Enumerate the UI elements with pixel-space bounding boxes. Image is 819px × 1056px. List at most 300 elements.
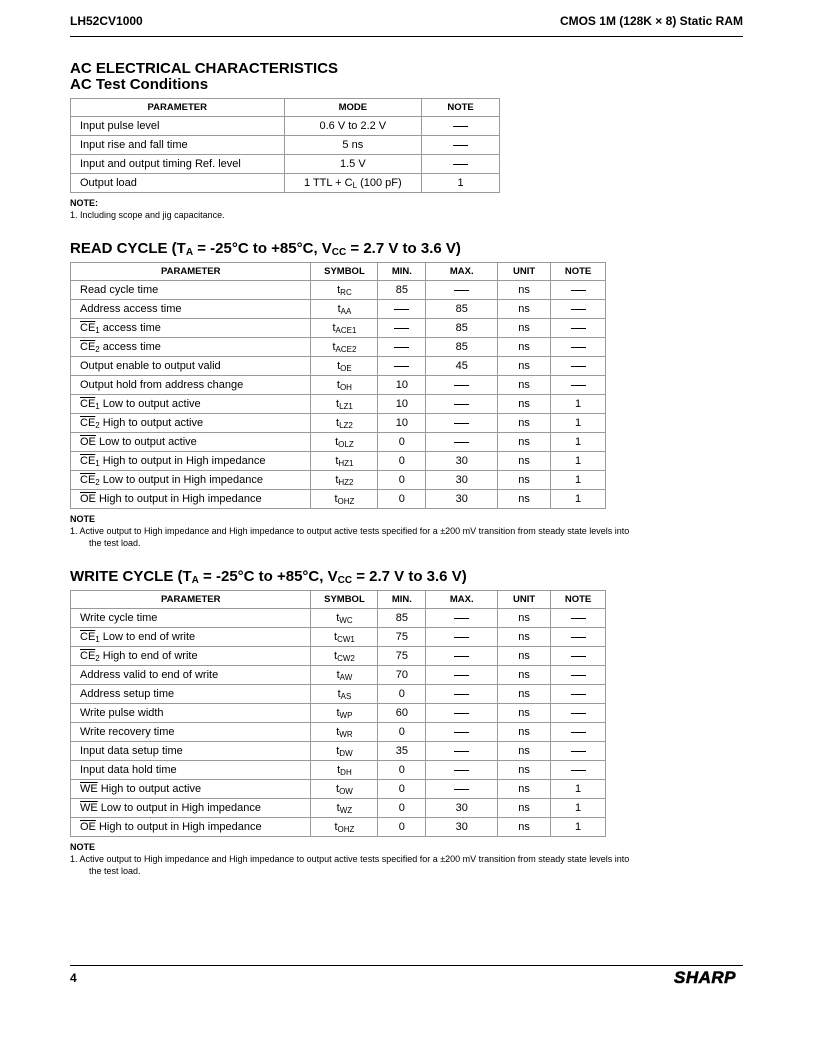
unit-cell-value: ns [518, 455, 530, 467]
unit-cell [498, 319, 551, 338]
dash-mark [454, 637, 469, 638]
min-cell-value: 0 [398, 474, 405, 486]
column-header: PARAMETER [71, 263, 311, 281]
parameter-text: High to output in High impedance [99, 454, 266, 467]
table-row [71, 117, 500, 136]
unit-cell-value: ns [518, 417, 530, 429]
unit-cell-value: ns [518, 669, 530, 681]
max-cell [426, 376, 498, 395]
unit-cell-value: ns [518, 764, 530, 776]
parameter-cell [71, 395, 311, 414]
max-cell-value: 30 [455, 474, 468, 486]
table-row [71, 704, 606, 723]
symbol-cell [311, 471, 378, 490]
symbol-subscript: OHZ [337, 496, 355, 506]
signal-name: $\overline{CE}$ [80, 397, 96, 410]
signal-name: $\overline{WE}$ [80, 802, 98, 814]
unit-cell-value: ns [518, 783, 530, 795]
note-cell [422, 136, 500, 155]
write-cycle-note [70, 841, 630, 877]
parameter-cell [71, 647, 311, 666]
unit-cell [498, 818, 551, 837]
dash-mark [571, 385, 586, 386]
symbol-subscript: RC [340, 287, 352, 297]
symbol-cell [311, 490, 378, 509]
unit-cell [498, 281, 551, 300]
symbol-cell [311, 300, 378, 319]
parameter-text: Address setup time [80, 688, 175, 700]
symbol-cell [311, 647, 378, 666]
parameter-text: Input data setup time [80, 745, 183, 757]
symbol-cell [311, 433, 378, 452]
table-row [71, 799, 606, 818]
min-cell [378, 628, 426, 647]
min-cell-value: 0 [398, 783, 405, 795]
min-cell [378, 281, 426, 300]
symbol-cell [311, 818, 378, 837]
parameter-text: Input and output timing Ref. level [80, 158, 241, 170]
symbol-cell [311, 452, 378, 471]
unit-cell [498, 723, 551, 742]
parameter-cell [71, 319, 311, 338]
header-rule [70, 36, 743, 37]
dash-mark [571, 618, 586, 619]
parameter-text: Read cycle time [80, 284, 159, 296]
svg-text:SHARP: SHARP [673, 968, 737, 987]
column-header: SYMBOL [311, 591, 378, 609]
table-row [71, 174, 500, 193]
symbol-subscript: LZ1 [339, 401, 353, 411]
max-cell [426, 647, 498, 666]
note-cell-value: 1 [574, 802, 582, 814]
min-cell [378, 685, 426, 704]
symbol-t: t [337, 359, 341, 372]
note-cell [551, 300, 606, 319]
symbol-subscript: CW2 [337, 653, 355, 663]
dash-mark [571, 694, 586, 695]
min-cell [378, 799, 426, 818]
parameter-text: Input data hold time [80, 764, 177, 776]
parameter-cell [71, 155, 285, 174]
note-cell [422, 174, 500, 193]
max-cell [426, 452, 498, 471]
symbol-t: t [336, 668, 340, 681]
signal-name: $\overline{CE}$ [80, 340, 96, 353]
parameter-text: Low to output in High impedance [97, 802, 262, 814]
signal-index: 1 [95, 401, 100, 411]
note-cell [551, 799, 606, 818]
parameter-cell [71, 338, 311, 357]
note-cell [551, 376, 606, 395]
symbol-subscript: LZ2 [339, 420, 353, 430]
read-cycle-note [70, 513, 630, 549]
unit-cell [498, 490, 551, 509]
unit-cell [498, 742, 551, 761]
note-cell-value: 1 [574, 474, 582, 486]
symbol-cell [311, 666, 378, 685]
column-header: NOTE [551, 263, 606, 281]
dash-mark [454, 770, 469, 771]
parameter-cell [71, 666, 311, 685]
parameter-cell [71, 452, 311, 471]
parameter-text: access time [99, 340, 161, 353]
footer-rule [70, 965, 743, 966]
symbol-subscript: ACE2 [335, 344, 357, 354]
table-row [71, 357, 606, 376]
column-header: NOTE [422, 99, 500, 117]
note-cell [551, 357, 606, 376]
unit-cell [498, 452, 551, 471]
symbol-subscript: WR [339, 729, 353, 739]
parameter-text: Low to output active [95, 436, 197, 448]
mode-value: 1.5 V [339, 158, 366, 170]
table-row [71, 742, 606, 761]
parameter-text: High to output in High impedance [95, 493, 262, 505]
table-row [71, 609, 606, 628]
parameter-cell [71, 818, 311, 837]
unit-cell [498, 780, 551, 799]
note-text: 1. Including scope and jig capacitance. [70, 210, 225, 220]
table-row [71, 395, 606, 414]
parameter-cell [71, 174, 285, 193]
dash-mark [454, 656, 469, 657]
unit-cell [498, 704, 551, 723]
note-cell-value: 1 [574, 417, 582, 429]
table-row [71, 647, 606, 666]
unit-cell-value: ns [518, 802, 530, 814]
sharp-logo [667, 967, 743, 987]
max-cell-value: 85 [455, 322, 468, 334]
write-cycle-title: WRITE CYCLE ($T_A = -25^\circ C$ to +85°C, $V_{CC} = 2.7$ V to 3.6 V) [70, 568, 467, 586]
unit-cell-value: ns [518, 284, 530, 296]
min-cell-value: 0 [398, 436, 405, 448]
parameter-cell [71, 471, 311, 490]
column-header: NOTE [551, 591, 606, 609]
mode-subscript: L [352, 180, 358, 190]
table-row [71, 433, 606, 452]
table-row [71, 471, 606, 490]
dash-mark [571, 770, 586, 771]
part-number: LH52CV1000 [70, 14, 143, 28]
max-cell [426, 338, 498, 357]
parameter-cell [71, 628, 311, 647]
mode-cell [284, 136, 422, 155]
symbol-cell [311, 799, 378, 818]
min-cell-value: 0 [398, 821, 405, 833]
column-header: UNIT [498, 263, 551, 281]
note-cell [551, 704, 606, 723]
parameter-text: High to end of write [99, 649, 198, 662]
parameter-cell [71, 723, 311, 742]
times-symbol: × [655, 14, 663, 28]
mode-cell [284, 117, 422, 136]
symbol-t: t [334, 820, 338, 833]
symbol-subscript: HZ1 [338, 458, 354, 468]
unit-cell [498, 433, 551, 452]
max-cell [426, 609, 498, 628]
symbol-subscript: DH [340, 767, 352, 777]
table-row [71, 490, 606, 509]
read-cycle-table [70, 262, 606, 509]
parameter-text: Write pulse width [80, 707, 164, 719]
min-cell-value: 85 [395, 284, 408, 296]
unit-cell-value: ns [518, 341, 530, 353]
min-cell [378, 338, 426, 357]
signal-name: $\overline{OE}$ [80, 821, 96, 833]
parameter-text: High to output active [99, 416, 204, 429]
subsection-title: AC Test Conditions [70, 76, 209, 93]
dash-mark [454, 751, 469, 752]
max-cell [426, 490, 498, 509]
min-cell-value: 35 [395, 745, 408, 757]
note-cell [422, 117, 500, 136]
parameter-text: Low to output in High impedance [99, 473, 264, 486]
dash-mark [453, 126, 468, 127]
parameter-cell [71, 357, 311, 376]
symbol-cell [311, 685, 378, 704]
max-cell [426, 723, 498, 742]
table-row [71, 723, 606, 742]
dash-mark [571, 713, 586, 714]
unit-cell [498, 799, 551, 818]
unit-cell [498, 647, 551, 666]
unit-cell-value: ns [518, 726, 530, 738]
parameter-text: Output load [80, 177, 137, 189]
mode-cell [284, 174, 422, 193]
note-cell [551, 319, 606, 338]
note-title: NOTE: [70, 198, 98, 208]
max-cell-value: 30 [455, 821, 468, 833]
unit-cell-value: ns [518, 707, 530, 719]
note-cell [551, 780, 606, 799]
dash-mark [454, 290, 469, 291]
parameter-text: Address access time [80, 303, 182, 315]
dash-mark [454, 713, 469, 714]
min-cell-value: 10 [395, 417, 408, 429]
note-cell [422, 155, 500, 174]
note-cell [551, 723, 606, 742]
unit-cell-value: ns [518, 688, 530, 700]
max-cell [426, 281, 498, 300]
dash-mark [454, 442, 469, 443]
section-title: AC ELECTRICAL CHARACTERISTICS [70, 60, 339, 77]
note-cell [551, 761, 606, 780]
dash-mark [454, 423, 469, 424]
symbol-cell [311, 742, 378, 761]
parameter-text: Address valid to end of write [80, 669, 219, 681]
note-cell-value: 1 [574, 436, 582, 448]
symbol-t: t [336, 801, 340, 814]
max-cell [426, 666, 498, 685]
signal-name: $\overline{CE}$ [80, 454, 96, 467]
test-conditions-table [70, 98, 500, 193]
dash-mark [571, 732, 586, 733]
unit-cell-value: ns [518, 322, 530, 334]
symbol-cell [311, 395, 378, 414]
symbol-t: t [336, 725, 340, 738]
signal-name: $\overline{OE}$ [80, 436, 96, 448]
min-cell [378, 761, 426, 780]
dash-mark [394, 347, 409, 348]
max-cell [426, 799, 498, 818]
table-row [71, 155, 500, 174]
parameter-text: High to output in High impedance [95, 821, 262, 833]
dash-mark [454, 385, 469, 386]
unit-cell-value: ns [518, 474, 530, 486]
note-cell [551, 414, 606, 433]
parameter-cell [71, 761, 311, 780]
parameter-text: access time [99, 321, 161, 334]
table-header-row [71, 591, 606, 609]
min-cell-value: 60 [395, 707, 408, 719]
dash-mark [454, 618, 469, 619]
table-row [71, 300, 606, 319]
max-cell [426, 761, 498, 780]
symbol-t: t [334, 630, 338, 643]
min-cell [378, 723, 426, 742]
note-title: NOTE [70, 514, 96, 524]
column-header: MIN. [378, 263, 426, 281]
signal-name: $\overline{CE}$ [80, 649, 96, 662]
symbol-subscript: OW [339, 786, 353, 796]
unit-cell-value: ns [518, 612, 530, 624]
min-cell-value: 0 [398, 455, 405, 467]
dash-mark [571, 328, 586, 329]
signal-index: 2 [95, 344, 100, 354]
note-cell-value: 1 [457, 177, 464, 189]
symbol-subscript: HZ2 [338, 477, 354, 487]
min-cell-value: 0 [398, 688, 405, 700]
max-cell [426, 685, 498, 704]
min-cell-value: 70 [395, 669, 408, 681]
min-cell-value: 75 [395, 631, 408, 643]
parameter-text: Output enable to output valid [80, 360, 221, 372]
symbol-subscript: OLZ [338, 439, 354, 449]
column-header: MAX. [426, 263, 498, 281]
note-cell-value: 1 [574, 783, 582, 795]
dash-mark [454, 694, 469, 695]
symbol-t: t [335, 473, 339, 486]
signal-index: 1 [95, 325, 100, 335]
parameter-cell [71, 376, 311, 395]
min-cell-value: 0 [398, 726, 405, 738]
symbol-subscript: AW [339, 672, 353, 682]
dash-mark [394, 328, 409, 329]
table-header-row [71, 99, 500, 117]
symbol-t: t [334, 492, 338, 505]
min-cell [378, 704, 426, 723]
symbol-t: t [336, 378, 340, 391]
note-cell [551, 433, 606, 452]
dash-mark [571, 637, 586, 638]
note-title: NOTE [70, 842, 96, 852]
dash-mark [394, 309, 409, 310]
max-cell [426, 780, 498, 799]
parameter-cell [71, 300, 311, 319]
symbol-cell [311, 414, 378, 433]
note-cell [551, 452, 606, 471]
max-cell-value: 30 [455, 802, 468, 814]
unit-cell-value: ns [518, 821, 530, 833]
min-cell-value: 0 [398, 764, 405, 776]
signal-index: 2 [95, 653, 100, 663]
note-cell-value: 1 [574, 455, 582, 467]
max-cell [426, 742, 498, 761]
symbol-cell [311, 704, 378, 723]
symbol-t: t [337, 283, 341, 296]
dash-mark [454, 732, 469, 733]
symbol-t: t [335, 454, 339, 467]
symbol-t: t [336, 416, 340, 429]
symbol-t: t [336, 397, 340, 410]
max-cell [426, 395, 498, 414]
table-row [71, 666, 606, 685]
symbol-t: t [332, 340, 336, 353]
mode-value: 5 ns [342, 139, 364, 151]
dash-mark [571, 347, 586, 348]
symbol-t: t [337, 763, 341, 776]
note-cell [551, 647, 606, 666]
parameter-cell [71, 742, 311, 761]
column-header: SYMBOL [311, 263, 378, 281]
min-cell [378, 666, 426, 685]
max-cell-value: 45 [455, 360, 468, 372]
column-header: MAX. [426, 591, 498, 609]
document-description: CMOS 1M (128K × 8) Static RAM [559, 14, 743, 28]
mode-value: 0.6 V to 2.2 V [319, 120, 387, 132]
min-cell-value: 10 [395, 398, 408, 410]
parameter-text: Write cycle time [80, 612, 158, 624]
symbol-t: t [336, 706, 340, 719]
min-cell [378, 742, 426, 761]
symbol-cell [311, 338, 378, 357]
symbol-t: t [337, 687, 341, 700]
max-cell [426, 300, 498, 319]
note-cell [551, 609, 606, 628]
column-header: PARAMETER [71, 99, 285, 117]
symbol-cell [311, 281, 378, 300]
test-conditions-note [70, 197, 500, 221]
symbol-subscript: OHZ [337, 824, 355, 834]
min-cell [378, 395, 426, 414]
parameter-text: Low to output active [99, 397, 201, 410]
signal-name: $\overline{WE}$ [80, 783, 98, 795]
mode-value: 1 TTL + C [303, 176, 353, 189]
unit-cell-value: ns [518, 650, 530, 662]
note-cell-value: 1 [574, 821, 582, 833]
table-row [71, 628, 606, 647]
unit-cell-value: ns [518, 303, 530, 315]
min-cell [378, 452, 426, 471]
column-header: UNIT [498, 591, 551, 609]
signal-index: 1 [95, 634, 100, 644]
min-cell [378, 433, 426, 452]
unit-cell [498, 357, 551, 376]
unit-cell [498, 414, 551, 433]
note-cell [551, 666, 606, 685]
min-cell [378, 414, 426, 433]
symbol-cell [311, 780, 378, 799]
parameter-cell [71, 281, 311, 300]
parameter-cell [71, 704, 311, 723]
min-cell [378, 357, 426, 376]
dash-mark [453, 164, 468, 165]
max-cell-value: 85 [455, 341, 468, 353]
signal-index: 1 [95, 458, 100, 468]
unit-cell [498, 471, 551, 490]
symbol-cell [311, 628, 378, 647]
symbol-subscript: OE [340, 363, 352, 373]
